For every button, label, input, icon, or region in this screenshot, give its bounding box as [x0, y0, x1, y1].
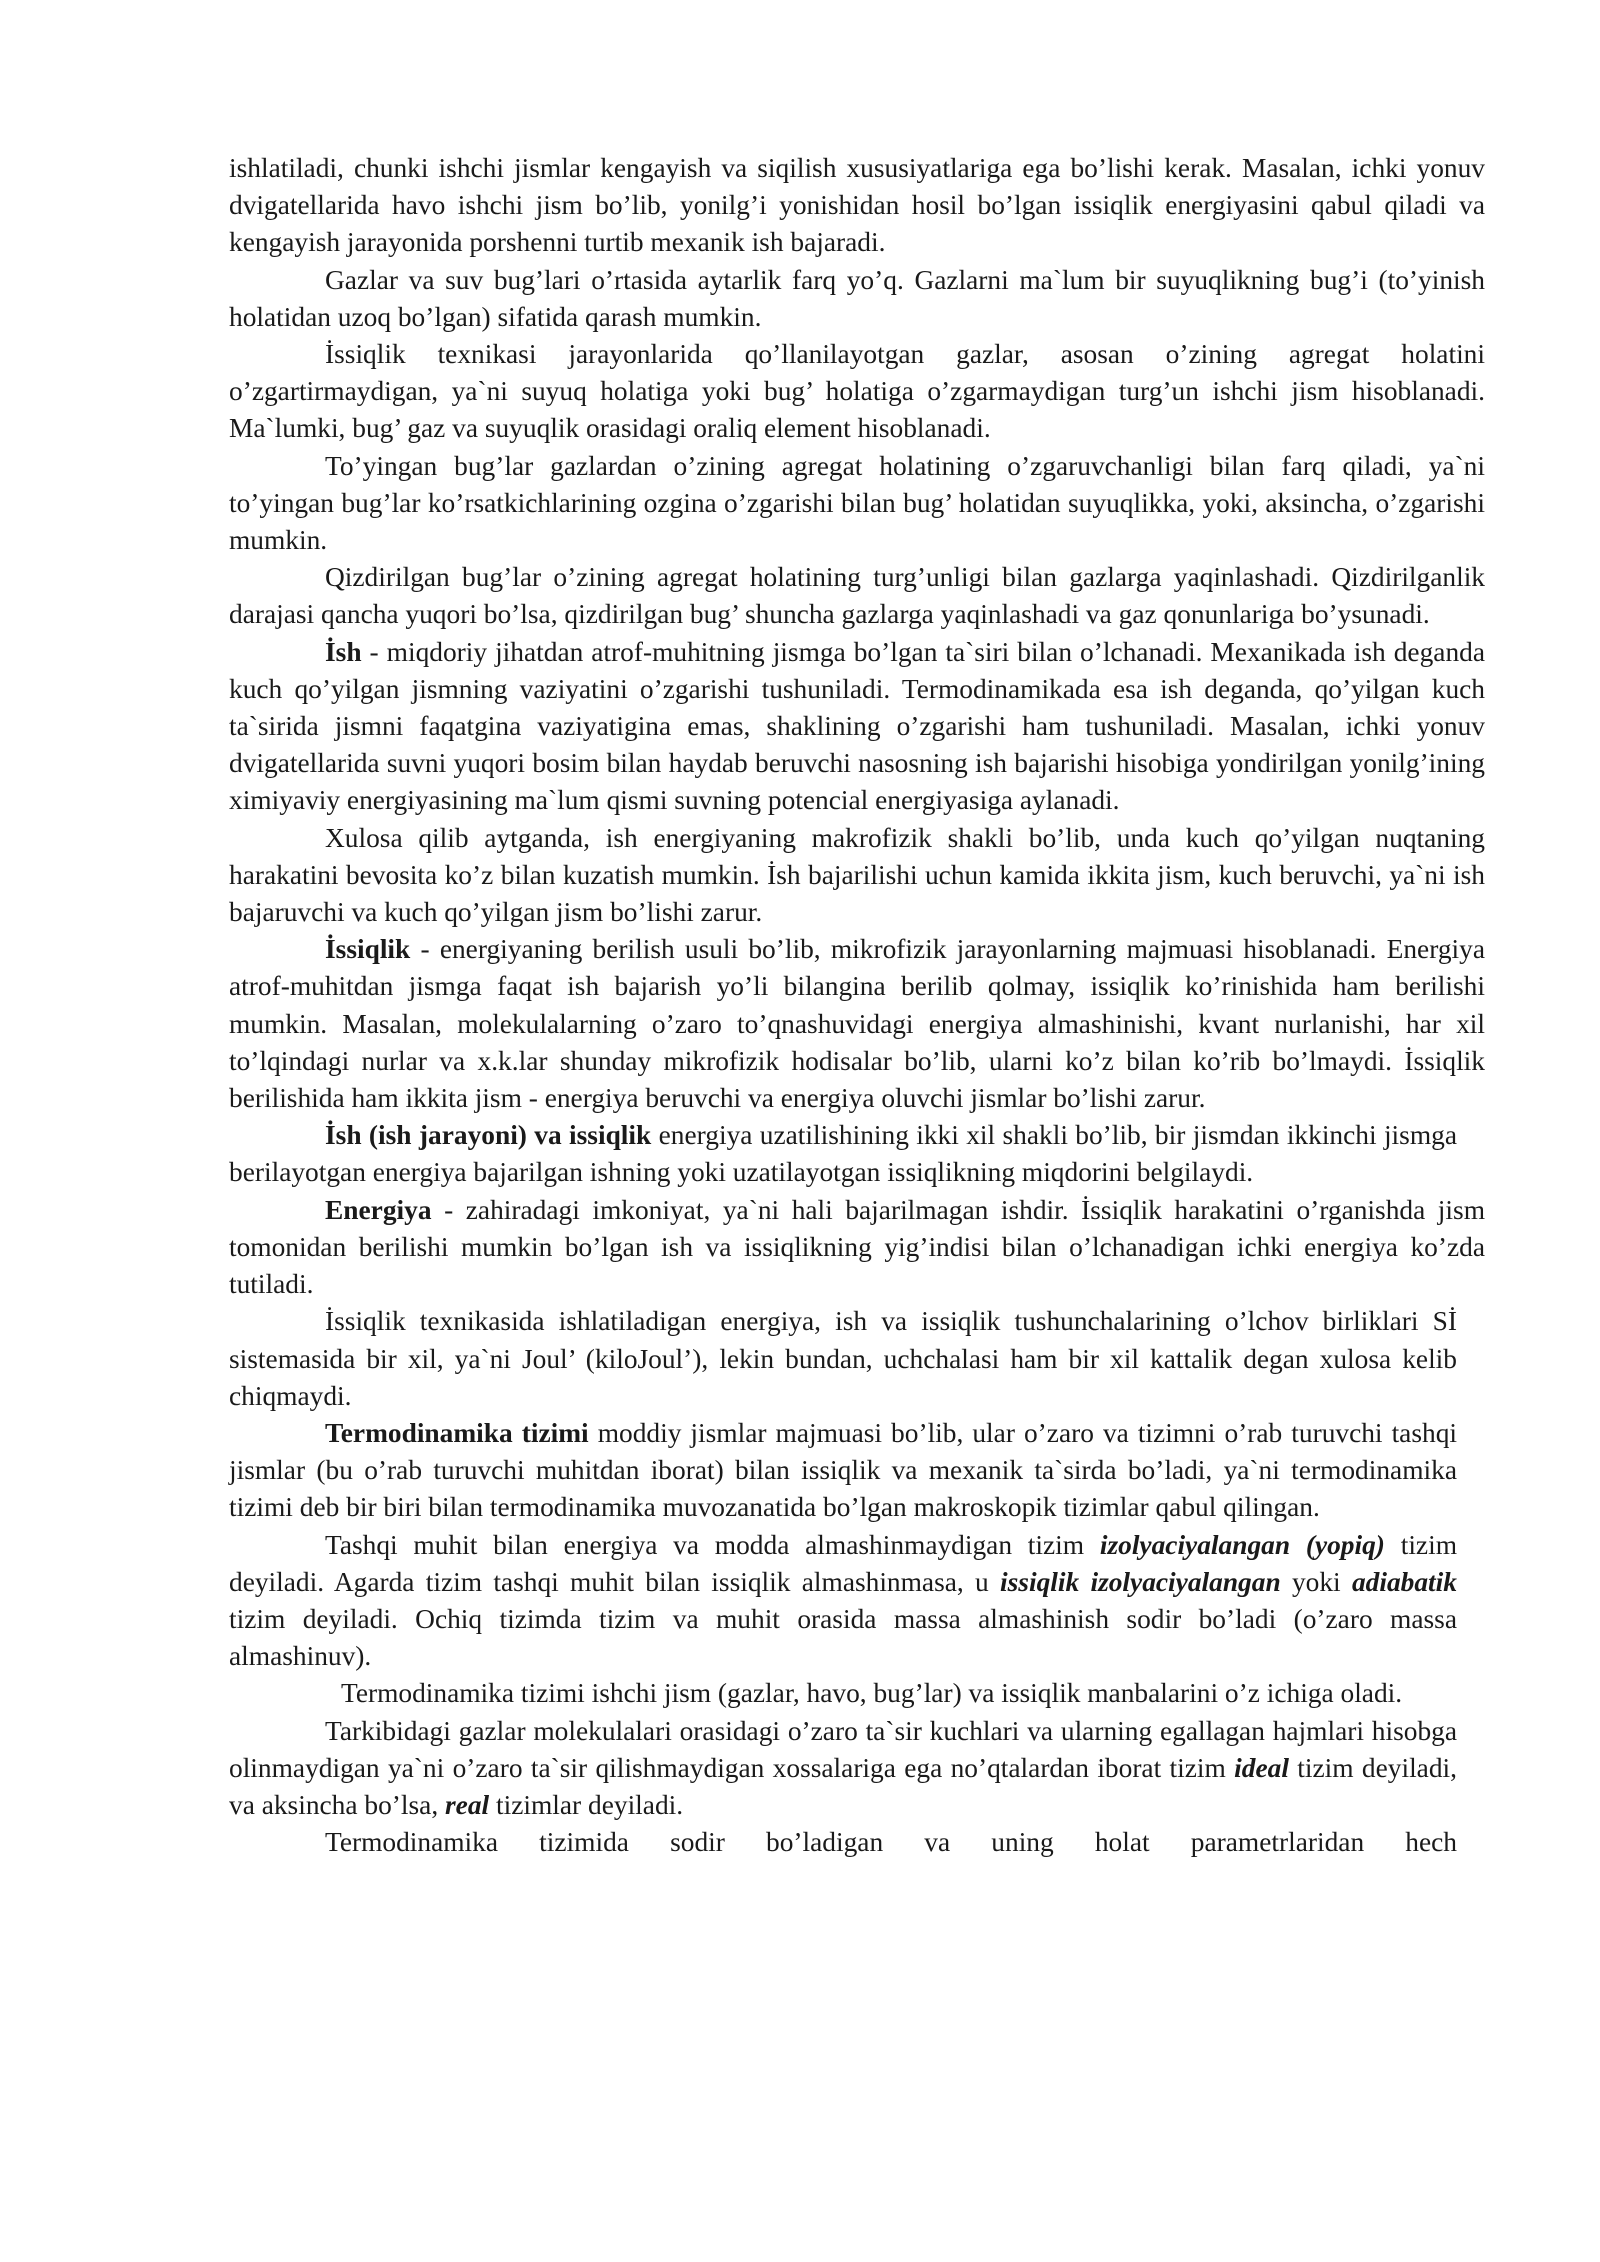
term-ideal: ideal	[1234, 1752, 1289, 1783]
paragraph-saturated-vapour	[229, 448, 1485, 560]
paragraph-text: Xulosa qilib aytganda, ish energiyaning makrofizik shakli bo’lib, unda kuch qo’yilgan nuqtaning harakatini bevosita ko’z bilan kuzatish mumkin. İsh bajarilishi uchun kamida ikkita jism, kuch beruvchi, ya`ni ish bajaruvchi va kuch qo’yilgan jism bo’lishi zarur.	[229, 822, 1485, 928]
paragraph-text: Gazlar va suv bug’lari o’rtasida aytarlik farq yo’q. Gazlarni ma`lum bir suyuqlikning bug’i (to’yinish holatidan uzoq bo’lgan) sifatida qarash mumkin.	[229, 264, 1485, 332]
term-heat-isolated: issiqlik izolyaciyalangan	[1000, 1566, 1281, 1597]
paragraph-text: yoki	[1280, 1566, 1352, 1597]
paragraph-text: tizim deyiladi. Ochiq tizimda tizim va muhit orasida massa almashinish sodir bo’ladi (o’zaro massa almashinuv).	[229, 1603, 1457, 1672]
term-heat: İssiqlik	[325, 934, 411, 965]
paragraph-text: moddiy jismlar majmuasi bo’lib, ular o’zaro va tizimni o’rab turuvchi tashqi jismlar (bu o’rab turuvchi muhitdan iborat) bilan issiqlik va mexanik ta`sirda bo’ladi, ya`ni termodinamika tizimi deb bir biri bilan termodinamika muvozanatida bo’lgan makroskopik tizimlar qabul qilingan.	[229, 1417, 1457, 1523]
term-work-and-heat: İsh (ish jarayoni) va issiqlik	[325, 1120, 652, 1151]
paragraph-work-conclusion	[229, 820, 1485, 932]
term-adiabatic: adiabatik	[1351, 1566, 1457, 1597]
paragraph-text: Qizdirilgan bug’lar o’zining agregat holatining turg’unligi bilan gazlarga yaqinlashadi. Qizdirilganlik darajasi qancha yuqori bo’lsa, qizdirilgan bug’ shuncha gazlarga yaqinlashadi va gaz qonunlariga bo’ysunadi.	[229, 562, 1485, 630]
paragraph-text: - miqdoriy jihatdan atrof-muhitning jismga bo’lgan ta`siri bilan o’lchanadi. Mexanikada ish deganda kuch qo’yilgan jismning vaziyatini o’zgarishi tushuniladi. Termodinamikada esa ish deganda, qo’yilgan kuch ta`sirida jismni faqatgina vaziyatigina emas, shaklining o’zgarishi ham tushuniladi. Masalan, ichki yonuv dvigatellarida suvni yuqori bosim bilan haydab beruvchi nasosning ish bajarishi hisobiga yondirilgan yonilg’ining ximiyaviy energiyasining ma`lum qismi suvning potencial energiyasiga aylanadi.	[229, 636, 1485, 816]
paragraph-gases-and-vapours	[229, 262, 1485, 336]
paragraph-text: energiya uzatilishining ikki xil shakli bo’lib, bir jismdan ikkinchi jismga berilayotgan energiya bajarilgan ishning yoki uzatilayotgan issiqlikning miqdorini belgilaydi.	[229, 1120, 1457, 1188]
paragraph-work-and-heat	[229, 1117, 1457, 1191]
paragraph-text: To’yingan bug’lar gazlardan o’zining agregat holatining o’zgaruvchanligi bilan farq qiladi, ya`ni to’yingan bug’lar ko’rsatkichlarining ozgina o’zgarishi bilan bug’ holatidan suyuqlikka, yoki, aksincha, o’zgarishi mumkin.	[229, 450, 1485, 556]
paragraph-text: Tarkibidagi gazlar molekulalari orasidagi o’zaro ta`sir kuchlari va ularning egallagan hajmlari hisobga olinmaydigan ya`ni o’zaro ta`sir qilishmaydigan xossalariga ega no’qtalardan iborat tizim	[229, 1715, 1457, 1783]
paragraph-working-bodies	[229, 150, 1485, 262]
paragraph-text: tizim deyiladi, va aksincha bo’lsa,	[229, 1752, 1457, 1820]
paragraph-text: Termodinamika tizimida sodir bo’ladigan va uning holat parametrlaridan hech	[325, 1827, 1457, 1858]
term-energy: Energiya	[325, 1194, 432, 1225]
paragraph-text: Termodinamika tizimi ishchi jism (gazlar, havo, bug’lar) va issiqlik manbalarini o’z ichiga oladi.	[341, 1678, 1403, 1709]
paragraph-isolated-system	[229, 1527, 1457, 1676]
term-thermodynamic-system: Termodinamika tizimi	[325, 1417, 589, 1448]
paragraph-text: İssiqlik texnikasi jarayonlarida qo’llanilayotgan gazlar, asosan o’zining agregat holatini o’zgartirmaydigan, ya`ni suyuq holatiga yoki bug’ holatiga o’zgarmaydigan turg’un ishchi jism hisoblanadi. Ma`lumki, bug’ gaz va suyuqlik orasidagi oraliq element hisoblanadi.	[229, 339, 1485, 444]
paragraph-heat-engineering-gases	[229, 336, 1485, 448]
paragraph-si-units	[229, 1303, 1457, 1415]
paragraph-superheated-vapour	[229, 559, 1485, 633]
term-isolated-closed: izolyaciyalangan (yopiq)	[1099, 1529, 1385, 1560]
paragraph-text: - energiyaning berilish usuli bo’lib, mikrofizik jarayonlarning majmuasi hisoblanadi. Energiya atrof-muhitdan jismga faqat ish bajarish yo’li bilangina berilib qolmay, issiqlik ko’rinishida ham berilishi mumkin. Masalan, molekulalarning o’zaro to’qnashuvidagi energiya almashinishi, kvant nurlanishi, har xil to’lqindagi nurlar va x.k.lar shunday mikrofizik hodisalar bo’lib, ularni ko’z bilan ko’rib bo’lmaydi. İssiqlik berilishida ham ikkita jism - energiya beruvchi va energiya oluvchi jismlar bo’lishi zarur.	[229, 934, 1485, 1114]
paragraph-system-contents	[229, 1675, 1457, 1712]
paragraph-state-parameters	[229, 1824, 1457, 1861]
paragraph-text: tizim deyiladi. Agarda tizim tashqi muhit bilan issiqlik almashinmasa, u	[229, 1529, 1457, 1597]
paragraph-text: tizimlar deyiladi.	[489, 1789, 684, 1820]
paragraph-heat-definition	[229, 931, 1485, 1117]
paragraph-text: İssiqlik texnikasida ishlatiladigan energiya, ish va issiqlik tushunchalarining o’lchov birliklari Sİ sistemasida bir xil, ya`ni Joul’ (kiloJoul’), lekin bundan, uchchalasi ham bir xil kattalik degan xulosa kelib chiqmaydi.	[229, 1306, 1457, 1411]
term-real: real	[445, 1789, 490, 1820]
paragraph-energy-definition	[229, 1192, 1485, 1304]
paragraph-ideal-real	[229, 1713, 1457, 1825]
paragraph-text: - zahiradagi imkoniyat, ya`ni hali bajarilmagan ishdir. İssiqlik harakatini o’rganishda jism tomonidan berilishi mumkin bo’lgan ish va issiqlikning yig’indisi bilan o’lchanadigan ichki energiya ko’zda tutiladi.	[229, 1194, 1485, 1300]
document-body	[229, 150, 1485, 1861]
paragraph-text: ishlatiladi, chunki ishchi jismlar kengayish va siqilish xususiyatlariga ega bo’lishi kerak. Masalan, ichki yonuv dvigatellarida havo ishchi jism bo’lib, yonilg’i yonishidan hosil bo’lgan issiqlik energiyasini qabul qiladi va kengayish jarayonida porshenni turtib mexanik ish bajaradi.	[229, 153, 1485, 258]
term-work: İsh	[325, 636, 362, 667]
paragraph-text: Tashqi muhit bilan energiya va modda almashinmaydigan tizim	[325, 1529, 1100, 1560]
paragraph-work-definition	[229, 634, 1485, 820]
paragraph-thermodynamic-system	[229, 1415, 1457, 1527]
